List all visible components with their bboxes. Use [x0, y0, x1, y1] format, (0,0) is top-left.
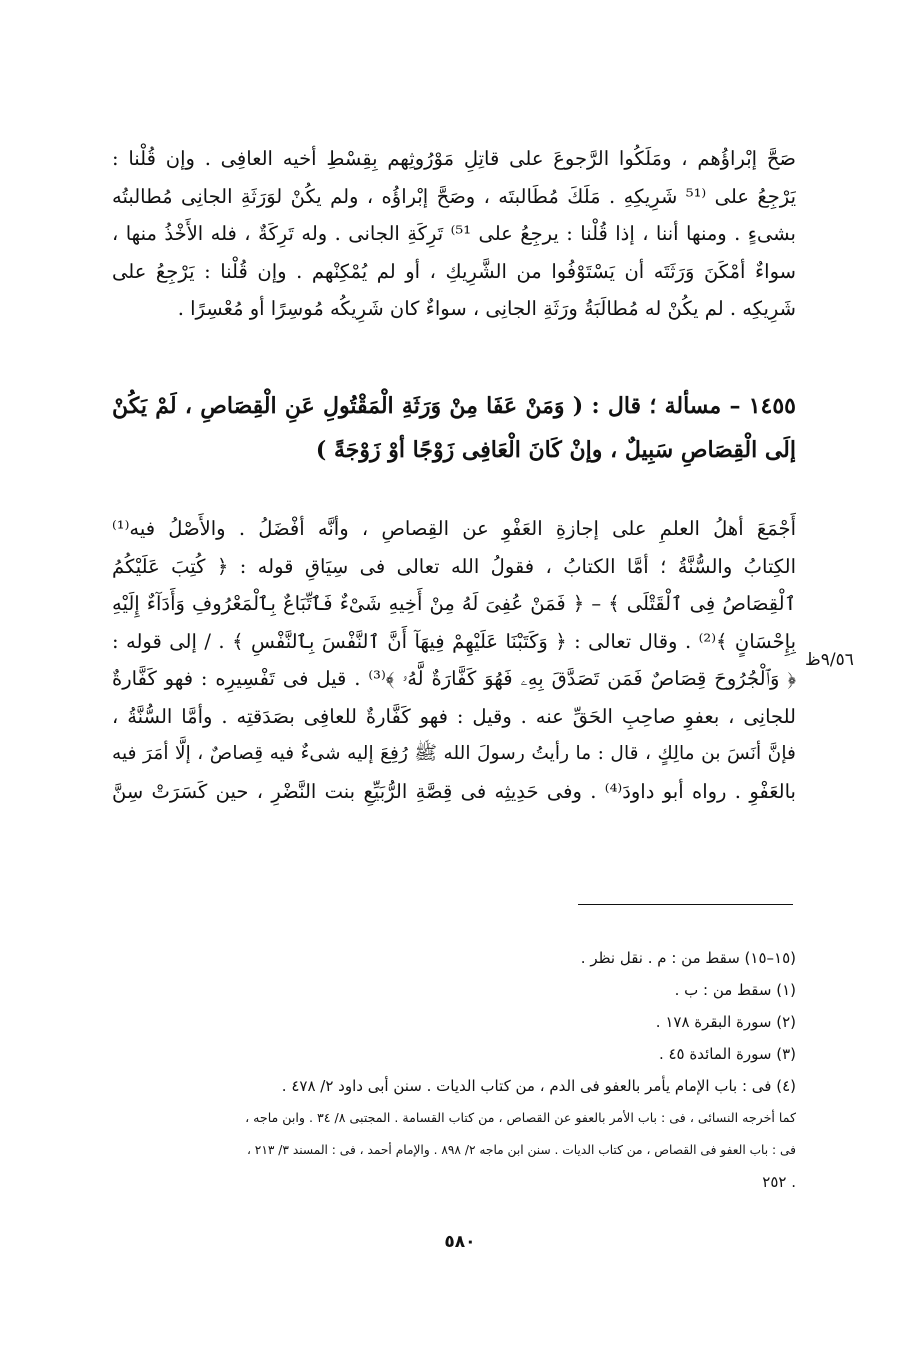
heading-line: ١٤٥٥ – مسألة ؛ قال : ( وَمَنْ عَفَا مِنْ وَرَثَةِ الْمَقْتُولِ عَنِ الْقِصَاصِ ، لَمْ يَكُنْ	[112, 393, 796, 419]
footnote: . ٢٥٢	[762, 1173, 796, 1191]
footnote: (٤) فى : باب الإمام يأمر بالعفو فى الدم ، من كتاب الديات . سنن أبى داود ٢/ ٤٧٨ .	[281, 1077, 796, 1095]
text-line: شَرِيكِه . لم يكُنْ له مُطالَبَةُ ورَثَةِ الجانِى ، سواءٌ كان شَرِيكُه مُوسِرًا أو مُعْسِرًا .	[177, 297, 796, 320]
footnote: (٣) سورة المائدة ٤٥ .	[658, 1045, 796, 1063]
text-line: بالعَفْوِ . رواه أبو داودَ⁽⁴⁾ . وفى حَدِيثِه فى قِصَّةِ الرُّبَيِّعِ بنت النَّضْرِ ، حين كَسَرَتْ سِنَّ	[112, 779, 796, 803]
footnote: فى : باب العفو فى القصاص ، من كتاب الديات . سنن ابن ماجه ٢/ ٨٩٨ . والإمام أحمد ، فى : المسند ٣/ ٢١٣ ،	[246, 1143, 796, 1157]
footnote: (٢) سورة البقرة ١٧٨ .	[655, 1013, 796, 1031]
text-line: ﴿ وَٱلْجُرُوحَ قِصَاصٌ فَمَن تَصَدَّقَ بِهِۦ فَهُوَ كَفَّارَةٌ لَّهُۥ ﴾⁽³⁾ . قيل فى تَفْسِيرِه : فهو كَفَّارةٌ	[112, 667, 796, 690]
text-line: يَرْجِعُ على ⁽⁵¹ شَرِيكِهِ . مَلَكَ مُطَالبتَه ، وصَحَّ إبْراؤُه ، ولم يكُنْ لوَرَثَةِ الجانِى مُطالبتُه	[112, 184, 796, 208]
section-heading	[112, 384, 796, 472]
heading-line: إلَى الْقِصَاصِ سَبِيلٌ ، وإنْ كَانَ الْعَافِى زَوْجًا أوْ زَوْجَةً )	[315, 437, 796, 463]
footnotes	[240, 942, 796, 1198]
text-line: أَجْمَعَ أهلُ العلمِ على إجازةِ العَفْوِ عن القِصاصِ ، وأنَّه أفْضَلُ . والأَصْلُ فيه⁽¹⁾	[112, 517, 796, 540]
footnote: (١٥–١٥) سقط من : م . نقل نظر .	[580, 949, 796, 967]
text-line: للجانِى ، بعفوِ صاحِبِ الحَقِّ عنه . وقيل : فهو كَفَّارةٌ للعافِى بصَدَقتِه . وأمَّا السُّنَّةُ ،	[112, 704, 796, 728]
footnote: كما أخرجه النسائى ، فى : باب الأمر بالعفو عن القصاص ، من كتاب القسامة . المجتبى ٨/ ٣٤ . وابن ماجه ،	[245, 1110, 796, 1125]
page-number: ٥٨٠	[444, 1232, 476, 1252]
text-line: صَحَّ إبْراؤُهم ، ومَلَكُوا الرَّجوعَ على قاتِلِ مَوْرُوثِهم بِقِسْطِ أخيه العافِى . وإن قُلْنا :	[112, 147, 796, 170]
footnote: (١) سقط من : ب .	[674, 981, 796, 999]
body-paragraph-2	[112, 510, 796, 810]
text-line: فإنَّ أنَسَ بن مالِكٍ ، قال : ما رأيتُ رسولَ الله ﷺ رُفِعَ إليه شىءٌ فيه قِصاصٌ ، إلَّا أمَرَ فيه	[112, 743, 796, 764]
text-line: الكِتابُ والسُّنَّةُ ؛ أمَّا الكتابُ ، فقولُ الله تعالى فى سِيَاقِ قوله : ﴿ كُتِبَ عَلَيْكُمُ	[112, 554, 796, 578]
text-line: بِإِحْسَانٍ ﴾⁽²⁾ . وقال تعالى : ﴿ وَكَتَبْنَا عَلَيْهِمْ فِيهَآ أَنَّ ٱلنَّفْسَ بِٱلنَّفْسِ ﴾ . / إلى قوله :	[112, 629, 796, 653]
body-paragraph-1	[112, 140, 796, 328]
text-line: بشىءٍ . ومنها أننا ، إذا قُلْنا : يرجِعُ على ⁵¹⁾ تَرِكَةِ الجانى . وله تَرِكَةٌ ، فله الأَخْذُ منها ،	[112, 222, 796, 245]
manuscript-folio-marker: ٩/٥٦ظ	[805, 650, 854, 670]
footnote-divider	[578, 904, 793, 905]
text-line: سواءٌ أمْكَنَ وَرَثَتَه أن يَسْتَوْفُوا من الشَّرِيكِ ، أو لم يُمْكِنْهم . وإن قُلْنا : يَرْجِعُ على	[112, 259, 796, 283]
text-line: ٱلْقِصَاصُ فِى ٱلْقَتْلَى ﴾ – ﴿ فَمَنْ عُفِىَ لَهُ مِنْ أَخِيهِ شَىْءٌ فَٱتِّبَاعٌ بِٱلْمَعْرُوفِ وَأَدَآءٌ إِلَيْهِ	[112, 592, 796, 615]
